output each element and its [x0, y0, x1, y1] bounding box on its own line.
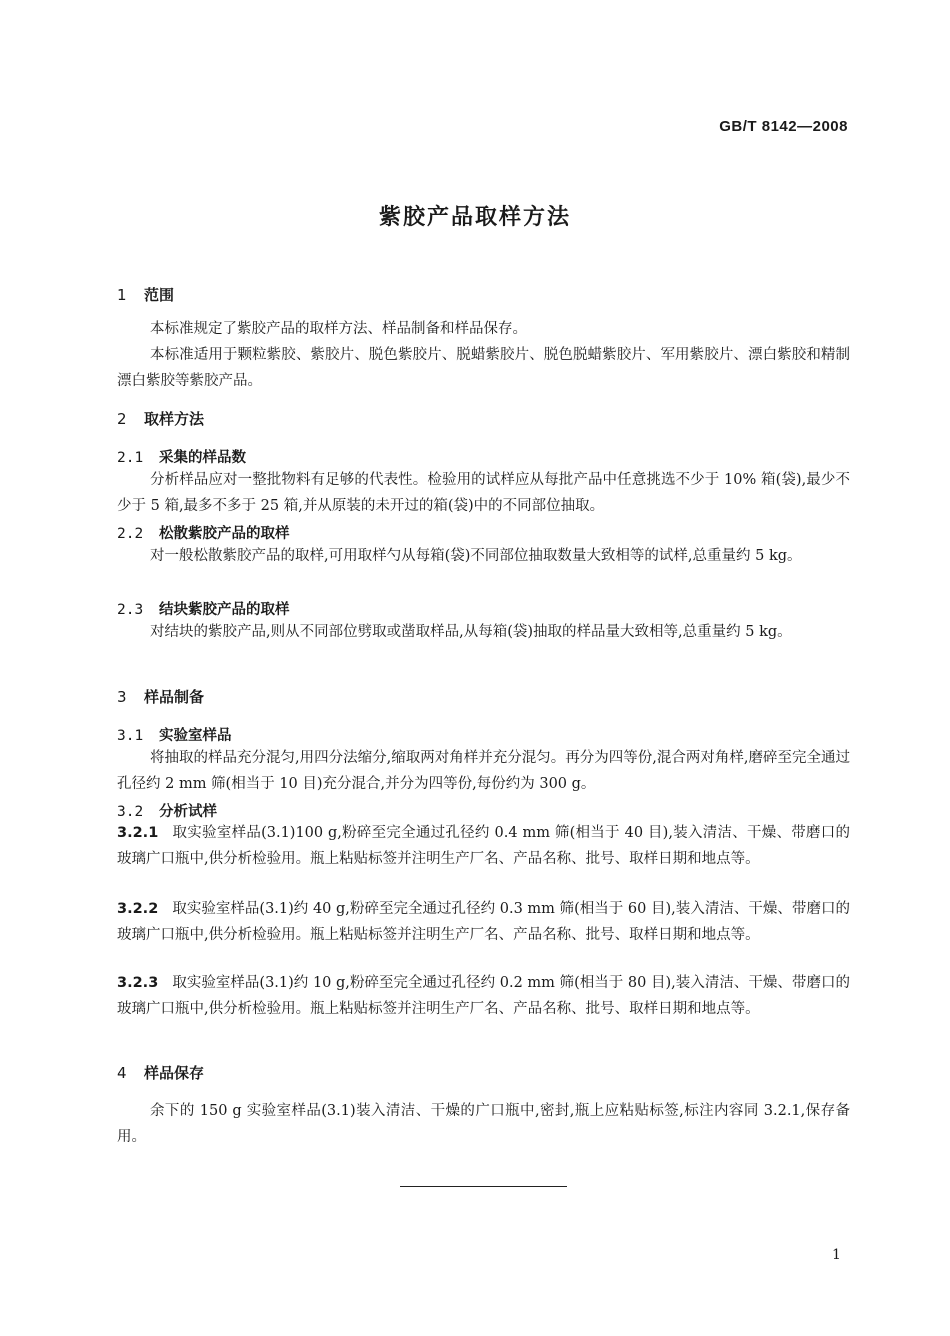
section-title: 结块紫胶产品的取样 [159, 602, 290, 618]
section-title: 范围 [144, 286, 175, 304]
end-rule [400, 1186, 567, 1187]
section-4-paragraph: 余下的 150 g 实验室样品(3.1)装入清洁、干燥的广口瓶中,密封,瓶上应粘贴标签,标注内容同 3.2.1,保存备用。 [117, 1103, 850, 1145]
section-2-3-paragraph: 对结块的紫胶产品,则从不同部位劈取或凿取样品,从每箱(袋)抽取的样品量大致相等,总重量约 5 kg。 [150, 624, 792, 640]
section-title: 取样方法 [144, 410, 205, 428]
section-title: 样品保存 [144, 1064, 205, 1082]
section-4-heading [117, 1062, 204, 1083]
document-title: 紫胶产品取样方法 [378, 205, 571, 230]
section-number: 3 [117, 688, 127, 706]
clause-number: 3.2.3 [117, 975, 159, 991]
section-3-heading [117, 686, 204, 707]
section-title: 分析试样 [159, 804, 217, 820]
section-number: 2.2 [117, 526, 144, 542]
section-3-2-2-paragraph [117, 896, 850, 948]
section-1-heading [117, 284, 174, 305]
clause-text: 取实验室样品(3.1)约 40 g,粉碎至完全通过孔径约 0.3 mm 筛(相当于 60 目),装入清洁、干燥、带磨口的玻璃广口瓶中,供分析检验用。瓶上粘贴标签并注明生产厂名、产品名称、批号、取样日期和地点等。 [117, 901, 850, 943]
section-2-2-paragraph: 对一般松散紫胶产品的取样,可用取样勺从每箱(袋)不同部位抽取数量大致相等的试样,总重量约 5 kg。 [150, 548, 802, 564]
section-number: 4 [117, 1064, 127, 1082]
clause-number: 3.2.2 [117, 901, 159, 917]
section-3-1-paragraph: 将抽取的样品充分混匀,用四分法缩分,缩取两对角样并充分混匀。再分为四等份,混合两对角样,磨碎至完全通过孔径约 2 mm 筛(相当于 10 目)充分混合,并分为四等份,每份约为 300 g。 [117, 750, 850, 792]
section-2-2-heading [117, 522, 290, 543]
clause-text: 取实验室样品(3.1)约 10 g,粉碎至完全通过孔径约 0.2 mm 筛(相当于 80 目),装入清洁、干燥、带磨口的玻璃广口瓶中,供分析检验用。瓶上粘贴标签并注明生产厂名、产品名称、批号、取样日期和地点等。 [117, 975, 850, 1017]
section-2-heading [117, 408, 204, 429]
clause-text: 取实验室样品(3.1)100 g,粉碎至完全通过孔径约 0.4 mm 筛(相当于 40 目),装入清洁、干燥、带磨口的玻璃广口瓶中,供分析检验用。瓶上粘贴标签并注明生产厂名、产品名称、批号、取样日期和地点等。 [117, 825, 850, 867]
section-title: 松散紫胶产品的取样 [159, 526, 290, 542]
section-title: 样品制备 [144, 688, 205, 706]
section-3-1-heading [117, 724, 232, 745]
section-1-paragraph-1: 本标准规定了紫胶产品的取样方法、样品制备和样品保存。 [150, 321, 527, 337]
standard-code: GB/T 8142—2008 [719, 118, 848, 135]
section-2-3-heading [117, 598, 290, 619]
section-2-1-heading [117, 446, 246, 467]
section-title: 采集的样品数 [159, 450, 246, 466]
section-2-1-paragraph: 分析样品应对一整批物料有足够的代表性。检验用的试样应从每批产品中任意挑选不少于 10% 箱(袋),最少不少于 5 箱,最多不多于 25 箱,并从原装的未开过的箱(袋)中的不同部位抽取。 [117, 472, 850, 514]
section-title: 实验室样品 [159, 728, 232, 744]
section-1-paragraph-2: 本标准适用于颗粒紫胶、紫胶片、脱色紫胶片、脱蜡紫胶片、脱色脱蜡紫胶片、军用紫胶片、漂白紫胶和精制漂白紫胶等紫胶产品。 [117, 347, 850, 389]
section-number: 3.1 [117, 728, 144, 744]
section-number: 3.2 [117, 804, 144, 820]
section-3-2-1-paragraph [117, 820, 850, 872]
section-number: 1 [117, 286, 127, 304]
section-3-2-heading [117, 800, 217, 821]
section-number: 2.3 [117, 602, 144, 618]
section-3-2-3-paragraph [117, 970, 850, 1022]
section-number: 2 [117, 410, 127, 428]
section-number: 2.1 [117, 450, 144, 466]
page-number: 1 [832, 1247, 841, 1263]
clause-number: 3.2.1 [117, 825, 159, 841]
